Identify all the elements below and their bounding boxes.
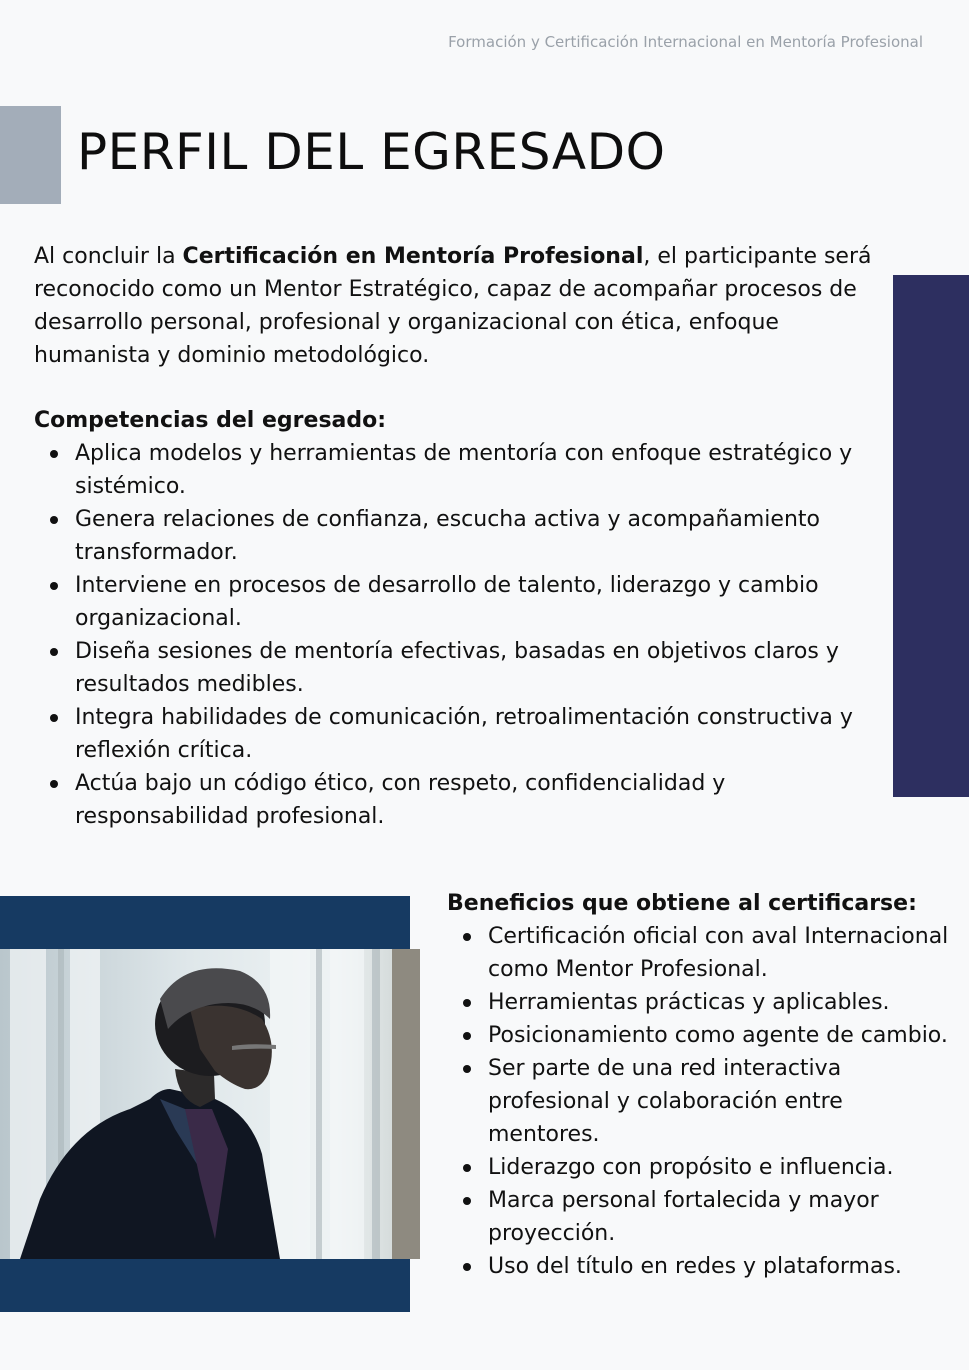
list-item: Liderazgo con propósito e influencia.: [447, 1151, 952, 1184]
list-item: Marca personal fortalecida y mayor proyección.: [447, 1184, 952, 1250]
intro-text-start: Al concluir la: [34, 244, 183, 269]
list-item: Certificación oficial con aval Internacional como Mentor Profesional.: [447, 920, 952, 986]
photo-frame-bottom: [0, 1259, 410, 1312]
title-accent-block: [0, 106, 61, 204]
list-item: Ser parte de una red interactiva profesional y colaboración entre mentores.: [447, 1052, 952, 1151]
benefits-heading: Beneficios que obtiene al certificarse:: [447, 891, 917, 916]
intro-text-end: , el participante será reconocido como un Mentor Estratégico, capaz de acompañar procesos de desarrollo personal, profesional y organizacional con ética, enfoque humanista y dominio metodológico.: [34, 244, 872, 368]
page-title: PERFIL DEL EGRESADO: [77, 123, 666, 181]
photo-frame-top: [0, 896, 410, 949]
list-item: Herramientas prácticas y aplicables.: [447, 986, 952, 1019]
decorative-side-bar: [893, 275, 969, 797]
list-item: Posicionamiento como agente de cambio.: [447, 1019, 952, 1052]
benefits-list: [447, 920, 952, 1283]
mentor-photo-illustration: [0, 949, 420, 1259]
list-item: Actúa bajo un código ético, con respeto, confidencialidad y responsabilidad profesional.: [34, 767, 864, 833]
list-item: Interviene en procesos de desarrollo de talento, liderazgo y cambio organizacional.: [34, 569, 864, 635]
intro-certification-name: Certificación en Mentoría Profesional: [182, 244, 644, 269]
intro-paragraph: [34, 240, 874, 372]
competencies-heading: Competencias del egresado:: [34, 408, 387, 433]
list-item: Genera relaciones de confianza, escucha activa y acompañamiento transformador.: [34, 503, 864, 569]
mentor-photo: [0, 949, 420, 1259]
list-item: Integra habilidades de comunicación, retroalimentación constructiva y reflexión crítica.: [34, 701, 864, 767]
list-item: Aplica modelos y herramientas de mentoría con enfoque estratégico y sistémico.: [34, 437, 864, 503]
list-item: Uso del título en redes y plataformas.: [447, 1250, 952, 1283]
competencies-list: [34, 437, 864, 833]
list-item: Diseña sesiones de mentoría efectivas, basadas en objetivos claros y resultados medibles.: [34, 635, 864, 701]
header-note: Formación y Certificación Internacional en Mentoría Profesional: [448, 33, 923, 51]
